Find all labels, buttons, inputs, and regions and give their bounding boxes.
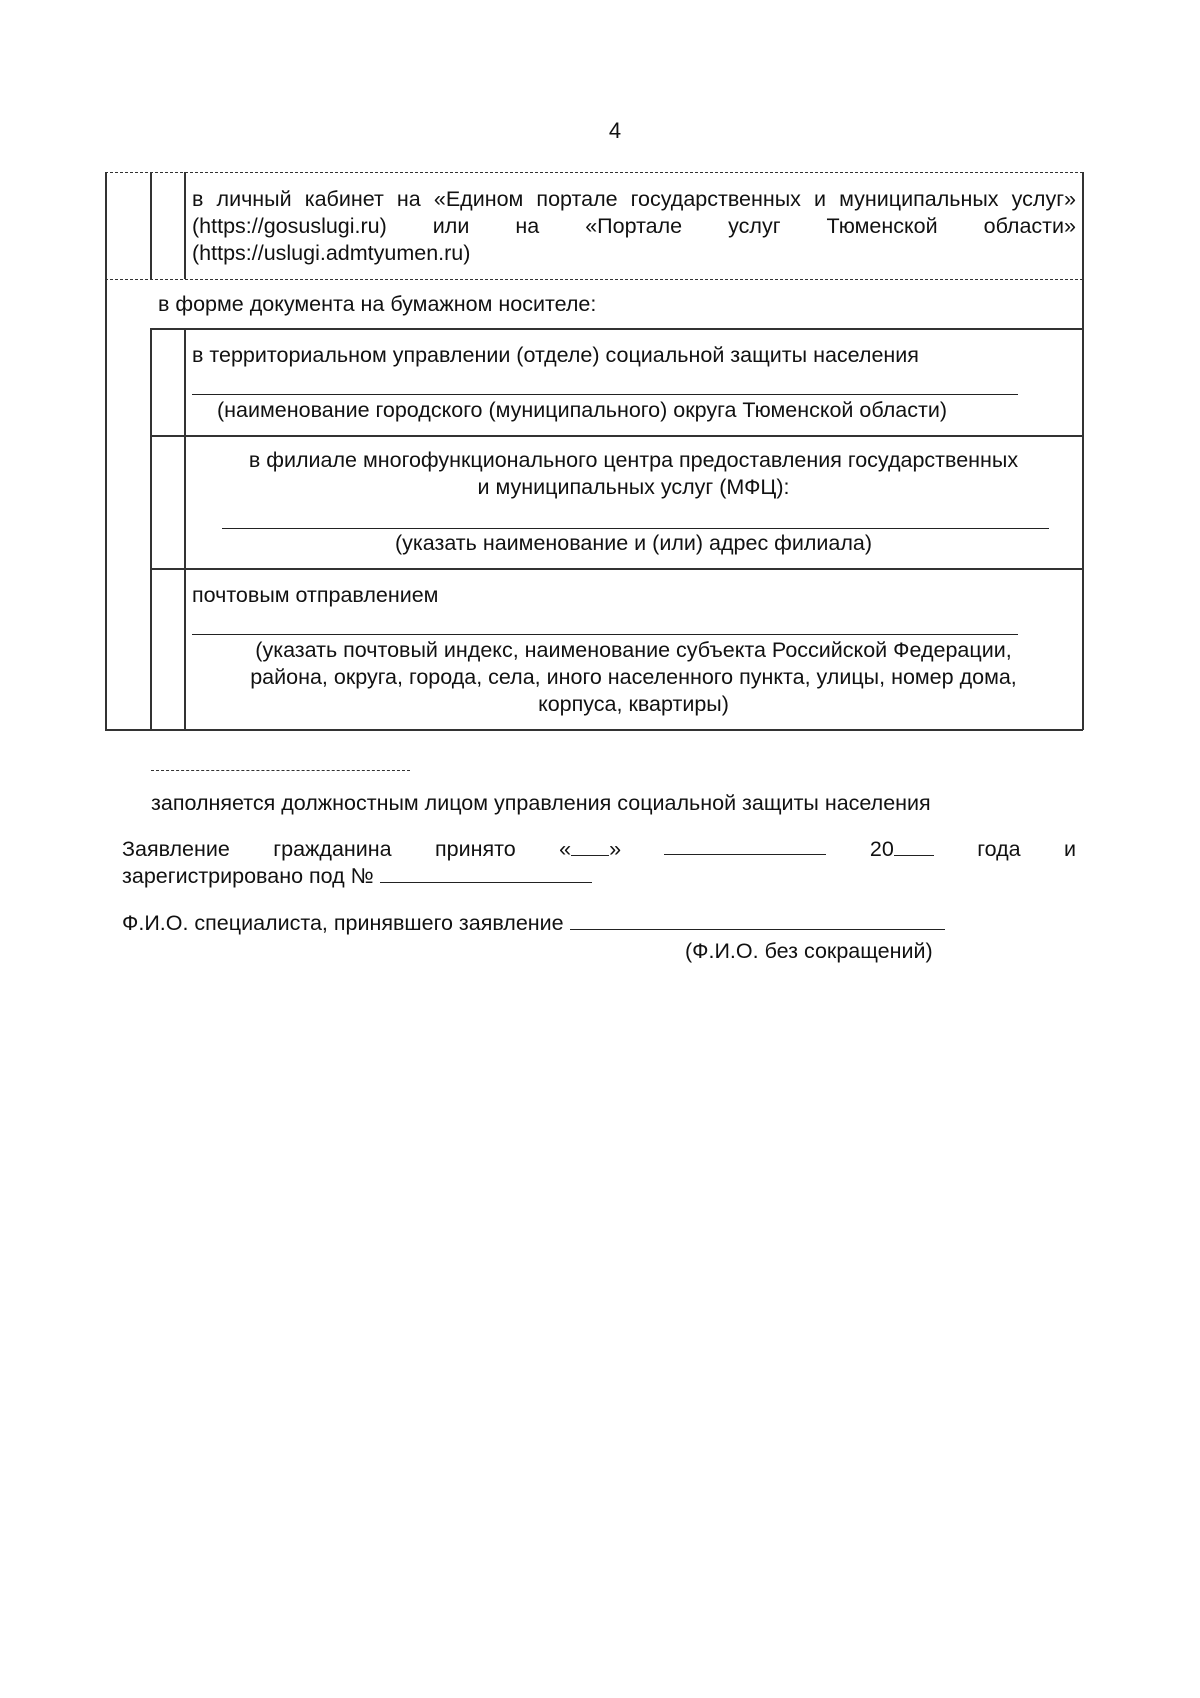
table-row-divider-mfc (150, 435, 1083, 437)
registered-label: зарегистрировано под № (122, 864, 374, 888)
registered-under-number-line (122, 863, 592, 890)
table-column-divider-2 (184, 172, 186, 279)
territorial-office-blank (192, 394, 1018, 395)
paper-document-header: в форме документа на бумажном носителе: (158, 292, 597, 316)
accepted-year-field[interactable] (870, 836, 934, 863)
table-column-divider-1 (150, 172, 152, 279)
postal-address-blank (192, 634, 1018, 635)
postal-address-hint-line-3: корпуса, квартиры) (538, 692, 729, 716)
postal-address-hint-line-1: (указать почтовый индекс, наименование субъекта Российской Федерации, (255, 638, 1012, 662)
accepted-word-application: Заявление (122, 837, 230, 861)
table-border-left (105, 172, 107, 730)
postal-address-hint-line-2: района, округа, города, села, иного населенного пункта, улицы, номер дома, (250, 665, 1017, 689)
delivery-method-table (105, 172, 1083, 730)
day-blank (571, 837, 609, 856)
registration-number-field[interactable] (380, 864, 592, 883)
territorial-office-hint: (наименование городского (муниципального) округа Тюменской области) (217, 398, 947, 422)
accepted-month-field[interactable] (664, 836, 826, 855)
quote-open: « (559, 837, 572, 861)
table-border-right (1082, 172, 1084, 730)
mfc-branch-hint: (указать наименование и (или) адрес филиала) (394, 531, 873, 555)
mfc-option-text-line-1: в филиале многофункционального центра предоставления государственных (248, 448, 1019, 472)
specialist-name-hint: (Ф.И.О. без сокращений) (685, 939, 933, 963)
section-dashed-separator (151, 770, 410, 771)
year-prefix: 20 (869, 837, 894, 861)
table-column-divider-1-lower (150, 328, 152, 730)
table-row-dashed-divider (105, 279, 1083, 280)
accepted-word-citizen: гражданина (273, 837, 392, 861)
territorial-office-option-text: в территориальном управлении (отделе) социальной защиты населения (192, 343, 919, 367)
table-bottom-border (105, 729, 1083, 731)
mfc-branch-blank (222, 528, 1049, 529)
specialist-name-line (122, 910, 945, 937)
application-accepted-line (122, 836, 1076, 863)
postal-option-text: почтовым отправлением (192, 583, 439, 607)
table-row-divider-post (150, 568, 1083, 570)
table-row-divider-paper (150, 328, 1083, 330)
page-number: 4 (608, 118, 622, 143)
accepted-word-and: и (1063, 837, 1076, 861)
accepted-word-year: года (977, 837, 1021, 861)
specialist-label: Ф.И.О. специалиста, принявшего заявление (122, 911, 564, 935)
accepted-day-field[interactable] (559, 836, 621, 863)
accepted-word-accepted: принято (435, 837, 516, 861)
filled-by-official-note: заполняется должностным лицом управления социальной защиты населения (151, 791, 931, 815)
year-blank (894, 837, 934, 856)
specialist-name-field[interactable] (570, 911, 945, 930)
table-top-dashed-border (105, 172, 1083, 173)
quote-close: » (609, 837, 622, 861)
mfc-option-text-line-2: и муниципальных услуг (МФЦ): (477, 475, 790, 499)
personal-account-option-text: в личный кабинет на «Едином портале государственных и муниципальных услуг» (https://gosuslugi.ru) или на «Портале услуг Тюменской области» (https://uslugi.admtyumen.ru) (192, 187, 1076, 265)
